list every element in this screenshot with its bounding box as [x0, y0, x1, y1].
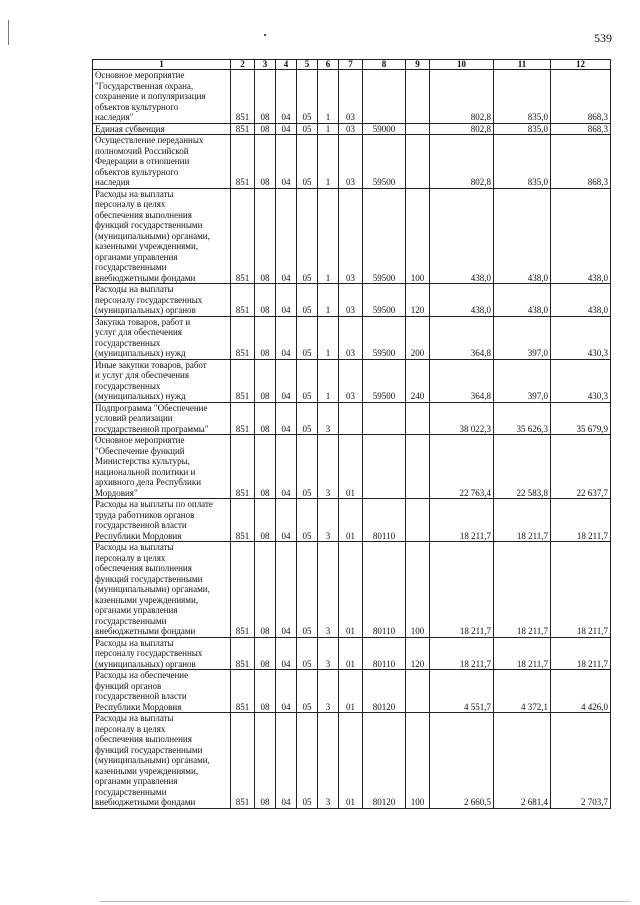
direction-cell [363, 402, 406, 435]
main-event-cell: 01 [339, 713, 363, 809]
direction-cell: 80110 [363, 499, 406, 542]
subprogram-cell: 1 [318, 188, 339, 284]
direction-cell [363, 435, 406, 499]
amount-cell: 364,8 [430, 359, 494, 402]
direction-cell: 59500 [363, 284, 406, 317]
program-cell: 05 [297, 542, 318, 638]
main-event-cell: 01 [339, 499, 363, 542]
column-header: 3 [255, 60, 276, 70]
subprogram-cell: 3 [318, 402, 339, 435]
amount-cell: 4 372,1 [494, 670, 551, 713]
section-cell: 08 [255, 542, 276, 638]
amount-cell: 18 211,7 [430, 637, 494, 670]
section-cell: 08 [255, 135, 276, 189]
row-name-cell: Основное мероприятие "Государственная охрана, сохранение и популяризация объектов культурного наследия" [93, 70, 231, 124]
amount-cell: 2 681,4 [494, 713, 551, 809]
amount-cell: 22 637,7 [551, 435, 611, 499]
section-cell: 08 [255, 435, 276, 499]
ministry-code-cell: 851 [231, 670, 255, 713]
table-row [93, 316, 611, 359]
amount-cell: 35 679,9 [551, 402, 611, 435]
column-header: 12 [551, 60, 611, 70]
amount-cell: 2 660,5 [430, 713, 494, 809]
subsection-cell: 04 [276, 670, 297, 713]
subprogram-cell: 1 [318, 135, 339, 189]
column-header: 8 [363, 60, 406, 70]
ministry-code-cell: 851 [231, 499, 255, 542]
ministry-code-cell: 851 [231, 359, 255, 402]
main-event-cell [339, 402, 363, 435]
expense-type-cell [406, 123, 430, 135]
subprogram-cell: 1 [318, 359, 339, 402]
amount-cell: 835,0 [494, 135, 551, 189]
subprogram-cell: 1 [318, 284, 339, 317]
amount-cell: 438,0 [430, 284, 494, 317]
amount-cell: 4 426,0 [551, 670, 611, 713]
subsection-cell: 04 [276, 499, 297, 542]
ministry-code-cell: 851 [231, 542, 255, 638]
column-header: 10 [430, 60, 494, 70]
program-cell: 05 [297, 359, 318, 402]
main-event-cell: 03 [339, 359, 363, 402]
expense-type-cell [406, 435, 430, 499]
subsection-cell: 04 [276, 713, 297, 809]
amount-cell: 22 763,4 [430, 435, 494, 499]
program-cell: 05 [297, 713, 318, 809]
direction-cell: 59500 [363, 135, 406, 189]
program-cell: 05 [297, 284, 318, 317]
subsection-cell: 04 [276, 435, 297, 499]
amount-cell: 430,3 [551, 359, 611, 402]
subprogram-cell: 3 [318, 435, 339, 499]
main-event-cell: 03 [339, 188, 363, 284]
ministry-code-cell: 851 [231, 284, 255, 317]
section-cell: 08 [255, 123, 276, 135]
subprogram-cell: 3 [318, 670, 339, 713]
amount-cell: 364,8 [430, 316, 494, 359]
ministry-code-cell: 851 [231, 713, 255, 809]
amount-cell: 802,8 [430, 70, 494, 124]
expense-type-cell [406, 70, 430, 124]
direction-cell: 59500 [363, 359, 406, 402]
amount-cell: 438,0 [430, 188, 494, 284]
table-row [93, 123, 611, 135]
table-row [93, 637, 611, 670]
table-row [93, 188, 611, 284]
amount-cell: 438,0 [551, 284, 611, 317]
section-cell: 08 [255, 284, 276, 317]
section-cell: 08 [255, 637, 276, 670]
subprogram-cell: 1 [318, 70, 339, 124]
program-cell: 05 [297, 499, 318, 542]
table-row [93, 135, 611, 189]
subprogram-cell: 3 [318, 499, 339, 542]
amount-cell: 18 211,7 [430, 499, 494, 542]
main-event-cell: 01 [339, 637, 363, 670]
direction-cell: 59500 [363, 316, 406, 359]
table-row [93, 359, 611, 402]
direction-cell: 59500 [363, 188, 406, 284]
ministry-code-cell: 851 [231, 316, 255, 359]
subprogram-cell: 3 [318, 637, 339, 670]
ministry-code-cell: 851 [231, 70, 255, 124]
amount-cell: 18 211,7 [430, 542, 494, 638]
column-header: 7 [339, 60, 363, 70]
subsection-cell: 04 [276, 70, 297, 124]
main-event-cell: 03 [339, 135, 363, 189]
table-row [93, 284, 611, 317]
ministry-code-cell: 851 [231, 188, 255, 284]
table-header-row [93, 60, 611, 70]
budget-table [92, 59, 611, 809]
ministry-code-cell: 851 [231, 637, 255, 670]
program-cell: 05 [297, 188, 318, 284]
program-cell: 05 [297, 123, 318, 135]
amount-cell: 38 022,3 [430, 402, 494, 435]
subprogram-cell: 1 [318, 316, 339, 359]
table-row [93, 70, 611, 124]
amount-cell: 438,0 [494, 284, 551, 317]
program-cell: 05 [297, 135, 318, 189]
amount-cell: 18 211,7 [494, 499, 551, 542]
amount-cell: 4 551,7 [430, 670, 494, 713]
column-header: 9 [406, 60, 430, 70]
amount-cell: 868,3 [551, 70, 611, 124]
subsection-cell: 04 [276, 188, 297, 284]
amount-cell: 18 211,7 [551, 499, 611, 542]
program-cell: 05 [297, 637, 318, 670]
subprogram-cell: 3 [318, 542, 339, 638]
expense-type-cell: 100 [406, 542, 430, 638]
subsection-cell: 04 [276, 284, 297, 317]
ministry-code-cell: 851 [231, 135, 255, 189]
program-cell: 05 [297, 70, 318, 124]
direction-cell [363, 70, 406, 124]
expense-type-cell: 120 [406, 637, 430, 670]
program-cell: 05 [297, 435, 318, 499]
amount-cell: 868,3 [551, 123, 611, 135]
subprogram-cell: 1 [318, 123, 339, 135]
page-number: 539 [594, 31, 612, 45]
direction-cell: 80110 [363, 542, 406, 638]
expense-type-cell [406, 670, 430, 713]
amount-cell: 22 583,8 [494, 435, 551, 499]
amount-cell: 430,3 [551, 316, 611, 359]
subsection-cell: 04 [276, 316, 297, 359]
section-cell: 08 [255, 670, 276, 713]
amount-cell: 2 703,7 [551, 713, 611, 809]
amount-cell: 18 211,7 [494, 542, 551, 638]
subsection-cell: 04 [276, 637, 297, 670]
program-cell: 05 [297, 402, 318, 435]
main-event-cell: 01 [339, 435, 363, 499]
row-name-cell: Осуществление переданных полномочий Российской Федерации в отношении объектов культурного наследия [93, 135, 231, 189]
table-row [93, 435, 611, 499]
section-cell: 08 [255, 188, 276, 284]
row-name-cell: Закупка товаров, работ и услуг для обеспечения государственных (муниципальных) нужд [93, 316, 231, 359]
expense-type-cell [406, 135, 430, 189]
main-event-cell: 01 [339, 542, 363, 638]
column-header: 2 [231, 60, 255, 70]
amount-cell: 802,8 [430, 123, 494, 135]
main-event-cell: 01 [339, 670, 363, 713]
amount-cell: 868,3 [551, 135, 611, 189]
direction-cell: 59000 [363, 123, 406, 135]
ministry-code-cell: 851 [231, 123, 255, 135]
subsection-cell: 04 [276, 123, 297, 135]
row-name-cell: Единая субвенция [93, 123, 231, 135]
row-name-cell: Иные закупки товаров, работ и услуг для обеспечения государственных (муниципальных) нужд [93, 359, 231, 402]
subsection-cell: 04 [276, 542, 297, 638]
section-cell: 08 [255, 359, 276, 402]
amount-cell: 438,0 [494, 188, 551, 284]
column-header: 5 [297, 60, 318, 70]
column-header: 11 [494, 60, 551, 70]
scan-edge-mark [8, 20, 9, 45]
section-cell: 08 [255, 499, 276, 542]
section-cell: 08 [255, 713, 276, 809]
row-name-cell: Расходы на выплаты персоналу государственных (муниципальных) органов [93, 637, 231, 670]
subsection-cell: 04 [276, 135, 297, 189]
amount-cell: 35 626,3 [494, 402, 551, 435]
amount-cell: 438,0 [551, 188, 611, 284]
direction-cell: 80110 [363, 637, 406, 670]
section-cell: 08 [255, 402, 276, 435]
amount-cell: 835,0 [494, 123, 551, 135]
row-name-cell: Расходы на выплаты по оплате труда работников органов государственной власти Республики Мордовия [93, 499, 231, 542]
direction-cell: 80120 [363, 670, 406, 713]
row-name-cell: Расходы на выплаты персоналу в целях обеспечения выполнения функций государственными (муниципальными) органами, казенными учреждениями, органами управления государственными внебюджетными фондами [93, 542, 231, 638]
expense-type-cell: 240 [406, 359, 430, 402]
program-cell: 05 [297, 670, 318, 713]
row-name-cell: Расходы на выплаты персоналу в целях обеспечения выполнения функций государственными (муниципальными) органами, казенными учреждениями, органами управления государственными внебюджетными фондами [93, 188, 231, 284]
row-name-cell: Подпрограмма "Обеспечение условий реализации государственной программы" [93, 402, 231, 435]
main-event-cell: 03 [339, 284, 363, 317]
amount-cell: 802,8 [430, 135, 494, 189]
table-row [93, 402, 611, 435]
amount-cell: 18 211,7 [551, 637, 611, 670]
row-name-cell: Расходы на выплаты персоналу в целях обеспечения выполнения функций государственными (муниципальными) органами, казенными учреждениями, органами управления государственными внебюджетными фондами [93, 713, 231, 809]
amount-cell: 18 211,7 [494, 637, 551, 670]
expense-type-cell [406, 402, 430, 435]
scan-speck [264, 34, 266, 36]
column-header: 4 [276, 60, 297, 70]
main-event-cell: 03 [339, 123, 363, 135]
subsection-cell: 04 [276, 402, 297, 435]
amount-cell: 18 211,7 [551, 542, 611, 638]
direction-cell: 80120 [363, 713, 406, 809]
expense-type-cell: 120 [406, 284, 430, 317]
subsection-cell: 04 [276, 359, 297, 402]
column-header: 1 [93, 60, 231, 70]
table-row [93, 713, 611, 809]
expense-type-cell: 100 [406, 713, 430, 809]
row-name-cell: Расходы на выплаты персоналу государственных (муниципальных) органов [93, 284, 231, 317]
amount-cell: 397,0 [494, 316, 551, 359]
expense-type-cell: 100 [406, 188, 430, 284]
row-name-cell: Расходы на обеспечение функций органов государственной власти Республики Мордовия [93, 670, 231, 713]
ministry-code-cell: 851 [231, 435, 255, 499]
main-event-cell: 03 [339, 316, 363, 359]
column-header: 6 [318, 60, 339, 70]
scan-bottom-line [100, 901, 630, 902]
expense-type-cell [406, 499, 430, 542]
table-row [93, 499, 611, 542]
program-cell: 05 [297, 316, 318, 359]
amount-cell: 397,0 [494, 359, 551, 402]
section-cell: 08 [255, 316, 276, 359]
amount-cell: 835,0 [494, 70, 551, 124]
row-name-cell: Основное мероприятие "Обеспечение функций Министерства культуры, национальной политики и архивного дела Республики Мордовия" [93, 435, 231, 499]
expense-type-cell: 200 [406, 316, 430, 359]
main-event-cell: 03 [339, 70, 363, 124]
section-cell: 08 [255, 70, 276, 124]
subprogram-cell: 3 [318, 713, 339, 809]
table-row [93, 670, 611, 713]
table-row [93, 542, 611, 638]
ministry-code-cell: 851 [231, 402, 255, 435]
